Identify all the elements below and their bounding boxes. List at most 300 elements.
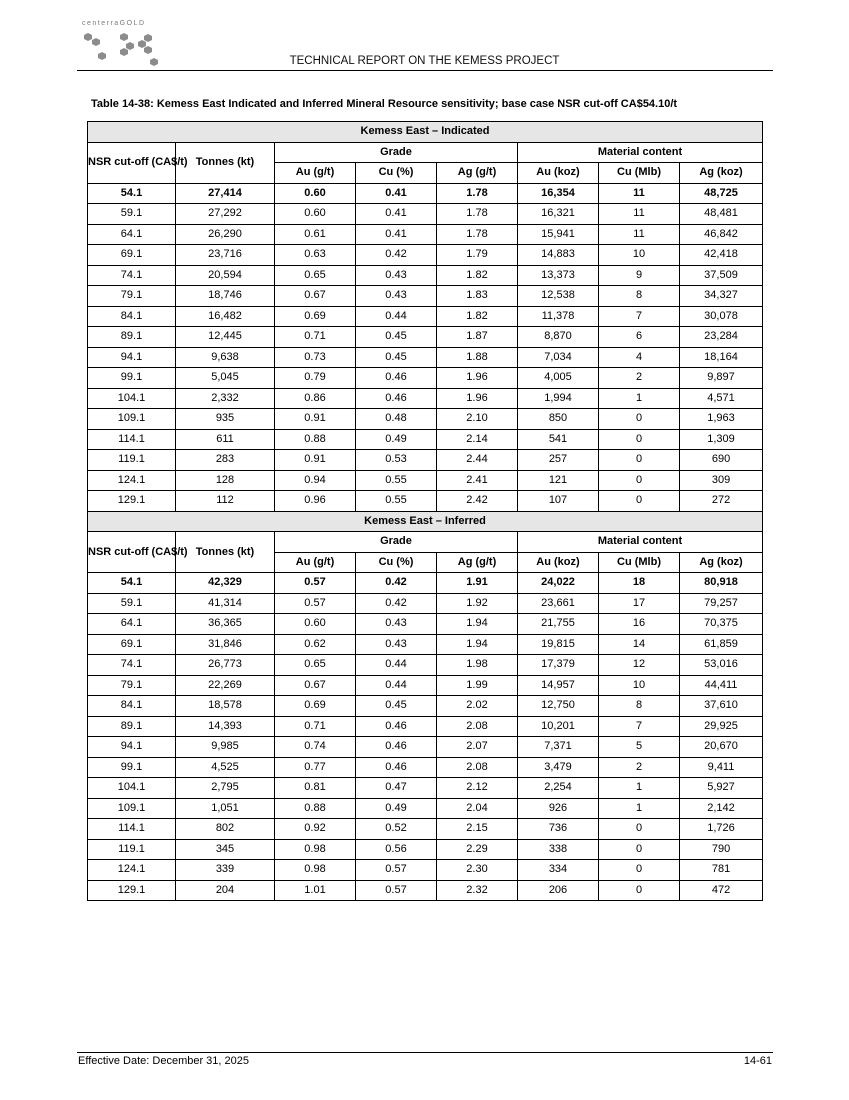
table-cell: 0.46	[356, 388, 437, 409]
logo-text: centerraGOLD	[82, 20, 146, 27]
table-cell: 104.1	[88, 388, 176, 409]
table-cell: 61,859	[680, 634, 763, 655]
table-cell: 7,371	[518, 737, 599, 758]
table-cell: 109.1	[88, 409, 176, 430]
table-cell: 128	[176, 470, 275, 491]
table-cell: 18,164	[680, 347, 763, 368]
table-cell: 23,661	[518, 593, 599, 614]
header-grade: Grade	[275, 142, 518, 163]
table-cell: 4,571	[680, 388, 763, 409]
table-cell: 0.65	[275, 265, 356, 286]
table-cell: 2.42	[437, 491, 518, 512]
table-cell: 0.74	[275, 737, 356, 758]
table-cell: 42,329	[176, 573, 275, 594]
table-cell: 0.55	[356, 491, 437, 512]
report-header-title: TECHNICAL REPORT ON THE KEMESS PROJECT	[289, 55, 560, 67]
table-cell: 129.1	[88, 880, 176, 901]
table-cell: 15,941	[518, 224, 599, 245]
table-cell: 9,985	[176, 737, 275, 758]
table-row	[88, 757, 763, 778]
table-cell: 2.41	[437, 470, 518, 491]
table-cell: 339	[176, 860, 275, 881]
table-cell: 23,284	[680, 327, 763, 348]
table-cell: 0.98	[275, 860, 356, 881]
table-cell: 8	[599, 286, 680, 307]
table-cell: 1,309	[680, 429, 763, 450]
table-cell: 114.1	[88, 429, 176, 450]
table-cell: 1.98	[437, 655, 518, 676]
table-cell: 8	[599, 696, 680, 717]
header-nsr-cutoff: NSR cut-off (CA$/t)	[88, 142, 176, 183]
table-cell: 4	[599, 347, 680, 368]
table-cell: 19,815	[518, 634, 599, 655]
table-cell: 0.44	[356, 306, 437, 327]
table-row	[88, 183, 763, 204]
table-cell: 18	[599, 573, 680, 594]
table-cell: 1.96	[437, 368, 518, 389]
table-cell: 2,795	[176, 778, 275, 799]
table-row	[88, 819, 763, 840]
table-cell: 94.1	[88, 347, 176, 368]
table-row	[88, 306, 763, 327]
table-cell: 1.91	[437, 573, 518, 594]
table-row	[88, 388, 763, 409]
table-cell: 69.1	[88, 634, 176, 655]
table-cell: 1.82	[437, 306, 518, 327]
table-row	[88, 860, 763, 881]
table-cell: 0	[599, 429, 680, 450]
table-cell: 2.04	[437, 798, 518, 819]
table-cell: 42,418	[680, 245, 763, 266]
table-cell: 0.41	[356, 183, 437, 204]
table-cell: 14	[599, 634, 680, 655]
table-cell: 0.45	[356, 696, 437, 717]
table-cell: 104.1	[88, 778, 176, 799]
table-cell: 0.46	[356, 757, 437, 778]
table-cell: 0.91	[275, 409, 356, 430]
table-cell: 0.73	[275, 347, 356, 368]
table-row	[88, 798, 763, 819]
table-cell: 2	[599, 368, 680, 389]
table-cell: 0.57	[356, 860, 437, 881]
table-cell: 2.10	[437, 409, 518, 430]
table-cell: 23,716	[176, 245, 275, 266]
table-cell: 36,365	[176, 614, 275, 635]
table-cell: 204	[176, 880, 275, 901]
table-cell: 0	[599, 470, 680, 491]
table-row	[88, 839, 763, 860]
table-cell: 129.1	[88, 491, 176, 512]
header-ag-gt: Ag (g/t)	[437, 163, 518, 184]
table-cell: 0.48	[356, 409, 437, 430]
header-ag-koz: Ag (koz)	[680, 163, 763, 184]
table-cell: 16,321	[518, 204, 599, 225]
table-cell: 48,725	[680, 183, 763, 204]
table-cell: 345	[176, 839, 275, 860]
table-cell: 1	[599, 778, 680, 799]
table-cell: 74.1	[88, 265, 176, 286]
table-cell: 22,269	[176, 675, 275, 696]
table-cell: 64.1	[88, 614, 176, 635]
table-cell: 1.78	[437, 183, 518, 204]
table-row	[88, 737, 763, 758]
table-cell: 0	[599, 880, 680, 901]
table-row	[88, 491, 763, 512]
table-cell: 0.60	[275, 204, 356, 225]
table-cell: 611	[176, 429, 275, 450]
table-cell: 31,846	[176, 634, 275, 655]
table-cell: 89.1	[88, 327, 176, 348]
table-cell: 26,773	[176, 655, 275, 676]
header-cu-pct: Cu (%)	[356, 163, 437, 184]
table-cell: 0.60	[275, 183, 356, 204]
table-cell: 2.08	[437, 716, 518, 737]
table-cell: 89.1	[88, 716, 176, 737]
table-cell: 11	[599, 204, 680, 225]
table-cell: 1.01	[275, 880, 356, 901]
table-cell: 0	[599, 450, 680, 471]
table-cell: 99.1	[88, 757, 176, 778]
table-cell: 0.45	[356, 327, 437, 348]
table-cell: 9,638	[176, 347, 275, 368]
table-cell: 46,842	[680, 224, 763, 245]
table-cell: 0.42	[356, 593, 437, 614]
table-cell: 0.96	[275, 491, 356, 512]
table-cell: 124.1	[88, 860, 176, 881]
table-row	[88, 409, 763, 430]
table-cell: 0	[599, 819, 680, 840]
table-cell: 272	[680, 491, 763, 512]
table-cell: 0.41	[356, 224, 437, 245]
table-cell: 0.91	[275, 450, 356, 471]
table-caption: Table 14-38: Kemess East Indicated and Inferred Mineral Resource sensitivity; base case NSR cut-off CA$54.10/t	[91, 98, 678, 110]
table-cell: 0.46	[356, 737, 437, 758]
table-cell: 29,925	[680, 716, 763, 737]
header-nsr-cutoff: NSR cut-off (CA$/t)	[88, 532, 176, 573]
table-cell: 0.45	[356, 347, 437, 368]
table-cell: 1.78	[437, 224, 518, 245]
table-cell: 2.44	[437, 450, 518, 471]
table-cell: 4,525	[176, 757, 275, 778]
table-cell: 0.92	[275, 819, 356, 840]
table-cell: 2.32	[437, 880, 518, 901]
table-cell: 17,379	[518, 655, 599, 676]
table-cell: 2.12	[437, 778, 518, 799]
table-cell: 0.81	[275, 778, 356, 799]
table-cell: 1,051	[176, 798, 275, 819]
table-row	[88, 368, 763, 389]
table-cell: 0.47	[356, 778, 437, 799]
table-row	[88, 573, 763, 594]
table-row	[88, 245, 763, 266]
table-cell: 1,994	[518, 388, 599, 409]
header-ag-gt: Ag (g/t)	[437, 552, 518, 573]
table-cell: 1.99	[437, 675, 518, 696]
table-cell: 283	[176, 450, 275, 471]
table-row	[88, 450, 763, 471]
section-title: Kemess East – Indicated	[88, 122, 763, 143]
table-row	[88, 655, 763, 676]
table-cell: 0	[599, 839, 680, 860]
table-cell: 0.49	[356, 429, 437, 450]
table-cell: 0.42	[356, 573, 437, 594]
table-cell: 2,142	[680, 798, 763, 819]
table-cell: 2,332	[176, 388, 275, 409]
table-cell: 30,078	[680, 306, 763, 327]
table-cell: 34,327	[680, 286, 763, 307]
table-cell: 0.49	[356, 798, 437, 819]
table-cell: 0.61	[275, 224, 356, 245]
table-cell: 5,045	[176, 368, 275, 389]
header-tonnes: Tonnes (kt)	[176, 142, 275, 183]
table-cell: 48,481	[680, 204, 763, 225]
table-cell: 2.08	[437, 757, 518, 778]
header-material-content: Material content	[518, 532, 763, 553]
table-row	[88, 286, 763, 307]
table-cell: 74.1	[88, 655, 176, 676]
table-cell: 70,375	[680, 614, 763, 635]
table-cell: 850	[518, 409, 599, 430]
table-row	[88, 265, 763, 286]
table-cell: 926	[518, 798, 599, 819]
table-cell: 0.46	[356, 368, 437, 389]
table-cell: 0.52	[356, 819, 437, 840]
table-row	[88, 614, 763, 635]
header-cu-mlb: Cu (Mlb)	[599, 163, 680, 184]
table-cell: 0.41	[356, 204, 437, 225]
table-row	[88, 470, 763, 491]
table-cell: 0.43	[356, 634, 437, 655]
table-cell: 17	[599, 593, 680, 614]
table-row	[88, 593, 763, 614]
table-row	[88, 429, 763, 450]
table-cell: 84.1	[88, 306, 176, 327]
header-au-gt: Au (g/t)	[275, 552, 356, 573]
table-cell: 0.67	[275, 675, 356, 696]
table-cell: 0.88	[275, 798, 356, 819]
table-cell: 1.94	[437, 614, 518, 635]
table-row	[88, 634, 763, 655]
table-cell: 107	[518, 491, 599, 512]
table-cell: 4,005	[518, 368, 599, 389]
table-cell: 0.60	[275, 614, 356, 635]
table-cell: 206	[518, 880, 599, 901]
table-cell: 12	[599, 655, 680, 676]
table-row	[88, 778, 763, 799]
table-cell: 9,897	[680, 368, 763, 389]
table-cell: 0.98	[275, 839, 356, 860]
table-row	[88, 327, 763, 348]
footer-rule	[77, 1052, 773, 1053]
table-cell: 11	[599, 224, 680, 245]
table-cell: 0.88	[275, 429, 356, 450]
table-cell: 1,726	[680, 819, 763, 840]
header-au-koz: Au (koz)	[518, 552, 599, 573]
table-cell: 94.1	[88, 737, 176, 758]
table-cell: 0.56	[356, 839, 437, 860]
table-cell: 119.1	[88, 450, 176, 471]
table-cell: 541	[518, 429, 599, 450]
table-cell: 18,746	[176, 286, 275, 307]
table-row	[88, 224, 763, 245]
table-cell: 0.77	[275, 757, 356, 778]
table-cell: 7	[599, 716, 680, 737]
table-cell: 9,411	[680, 757, 763, 778]
table-cell: 59.1	[88, 204, 176, 225]
table-cell: 0.44	[356, 655, 437, 676]
table-row	[88, 716, 763, 737]
table-cell: 0	[599, 491, 680, 512]
table-cell: 2.02	[437, 696, 518, 717]
header-ag-koz: Ag (koz)	[680, 552, 763, 573]
table-cell: 1.92	[437, 593, 518, 614]
table-cell: 16,354	[518, 183, 599, 204]
table-cell: 26,290	[176, 224, 275, 245]
table-cell: 16,482	[176, 306, 275, 327]
table-cell: 27,414	[176, 183, 275, 204]
header-material-content: Material content	[518, 142, 763, 163]
table-cell: 12,538	[518, 286, 599, 307]
table-cell: 802	[176, 819, 275, 840]
table-cell: 0.44	[356, 675, 437, 696]
table-cell: 5	[599, 737, 680, 758]
table-cell: 2	[599, 757, 680, 778]
table-cell: 109.1	[88, 798, 176, 819]
table-cell: 1.88	[437, 347, 518, 368]
table-cell: 0.71	[275, 327, 356, 348]
table-cell: 69.1	[88, 245, 176, 266]
table-cell: 16	[599, 614, 680, 635]
table-cell: 64.1	[88, 224, 176, 245]
table-cell: 119.1	[88, 839, 176, 860]
table-cell: 20,594	[176, 265, 275, 286]
table-cell: 9	[599, 265, 680, 286]
resource-sensitivity-table	[87, 121, 763, 901]
table-cell: 53,016	[680, 655, 763, 676]
table-cell: 10,201	[518, 716, 599, 737]
table-cell: 11	[599, 183, 680, 204]
table-cell: 472	[680, 880, 763, 901]
table-cell: 3,479	[518, 757, 599, 778]
table-cell: 0.46	[356, 716, 437, 737]
table-cell: 0.62	[275, 634, 356, 655]
table-cell: 0	[599, 409, 680, 430]
table-cell: 1	[599, 798, 680, 819]
table-cell: 10	[599, 245, 680, 266]
table-cell: 0.42	[356, 245, 437, 266]
table-cell: 2.15	[437, 819, 518, 840]
table-cell: 13,373	[518, 265, 599, 286]
table-cell: 1.78	[437, 204, 518, 225]
table-cell: 0.69	[275, 306, 356, 327]
table-cell: 2.07	[437, 737, 518, 758]
table-cell: 37,610	[680, 696, 763, 717]
table-cell: 99.1	[88, 368, 176, 389]
table-cell: 21,755	[518, 614, 599, 635]
table-cell: 44,411	[680, 675, 763, 696]
table-row	[88, 347, 763, 368]
table-cell: 736	[518, 819, 599, 840]
section-title: Kemess East – Inferred	[88, 511, 763, 532]
table-cell: 114.1	[88, 819, 176, 840]
header-au-koz: Au (koz)	[518, 163, 599, 184]
table-cell: 781	[680, 860, 763, 881]
header-cu-pct: Cu (%)	[356, 552, 437, 573]
table-cell: 0.65	[275, 655, 356, 676]
table-cell: 0.43	[356, 265, 437, 286]
header-grade: Grade	[275, 532, 518, 553]
table-cell: 79.1	[88, 675, 176, 696]
table-cell: 0.71	[275, 716, 356, 737]
table-cell: 10	[599, 675, 680, 696]
table-cell: 690	[680, 450, 763, 471]
table-cell: 1.79	[437, 245, 518, 266]
table-cell: 20,670	[680, 737, 763, 758]
table-row	[88, 204, 763, 225]
header-row	[88, 142, 763, 163]
table-cell: 2,254	[518, 778, 599, 799]
table-cell: 121	[518, 470, 599, 491]
table-row	[88, 880, 763, 901]
table-cell: 12,445	[176, 327, 275, 348]
table-cell: 1.96	[437, 388, 518, 409]
table-cell: 24,022	[518, 573, 599, 594]
table-cell: 1	[599, 388, 680, 409]
header-rule	[77, 70, 773, 71]
table-row	[88, 696, 763, 717]
table-cell: 84.1	[88, 696, 176, 717]
table-cell: 27,292	[176, 204, 275, 225]
section-title-row	[88, 122, 763, 143]
table-cell: 0.55	[356, 470, 437, 491]
header-row	[88, 532, 763, 553]
table-cell: 0.57	[356, 880, 437, 901]
table-cell: 7	[599, 306, 680, 327]
table-cell: 124.1	[88, 470, 176, 491]
table-cell: 79.1	[88, 286, 176, 307]
page-number: 14-61	[743, 1055, 772, 1067]
table-cell: 0	[599, 860, 680, 881]
table-cell: 0.57	[275, 593, 356, 614]
table-cell: 935	[176, 409, 275, 430]
section-title-row	[88, 511, 763, 532]
table-cell: 0.43	[356, 614, 437, 635]
table-cell: 257	[518, 450, 599, 471]
table-cell: 1.82	[437, 265, 518, 286]
table-cell: 790	[680, 839, 763, 860]
table-cell: 0.67	[275, 286, 356, 307]
table-cell: 54.1	[88, 573, 176, 594]
table-cell: 12,750	[518, 696, 599, 717]
table-cell: 338	[518, 839, 599, 860]
table-cell: 0.94	[275, 470, 356, 491]
table-cell: 59.1	[88, 593, 176, 614]
table-cell: 6	[599, 327, 680, 348]
table-cell: 2.30	[437, 860, 518, 881]
table-cell: 112	[176, 491, 275, 512]
table-cell: 2.14	[437, 429, 518, 450]
table-cell: 37,509	[680, 265, 763, 286]
header-cu-mlb: Cu (Mlb)	[599, 552, 680, 573]
table-cell: 14,957	[518, 675, 599, 696]
header-au-gt: Au (g/t)	[275, 163, 356, 184]
header-tonnes: Tonnes (kt)	[176, 532, 275, 573]
table-cell: 41,314	[176, 593, 275, 614]
table-cell: 309	[680, 470, 763, 491]
table-cell: 14,883	[518, 245, 599, 266]
table-cell: 0.69	[275, 696, 356, 717]
table-cell: 54.1	[88, 183, 176, 204]
